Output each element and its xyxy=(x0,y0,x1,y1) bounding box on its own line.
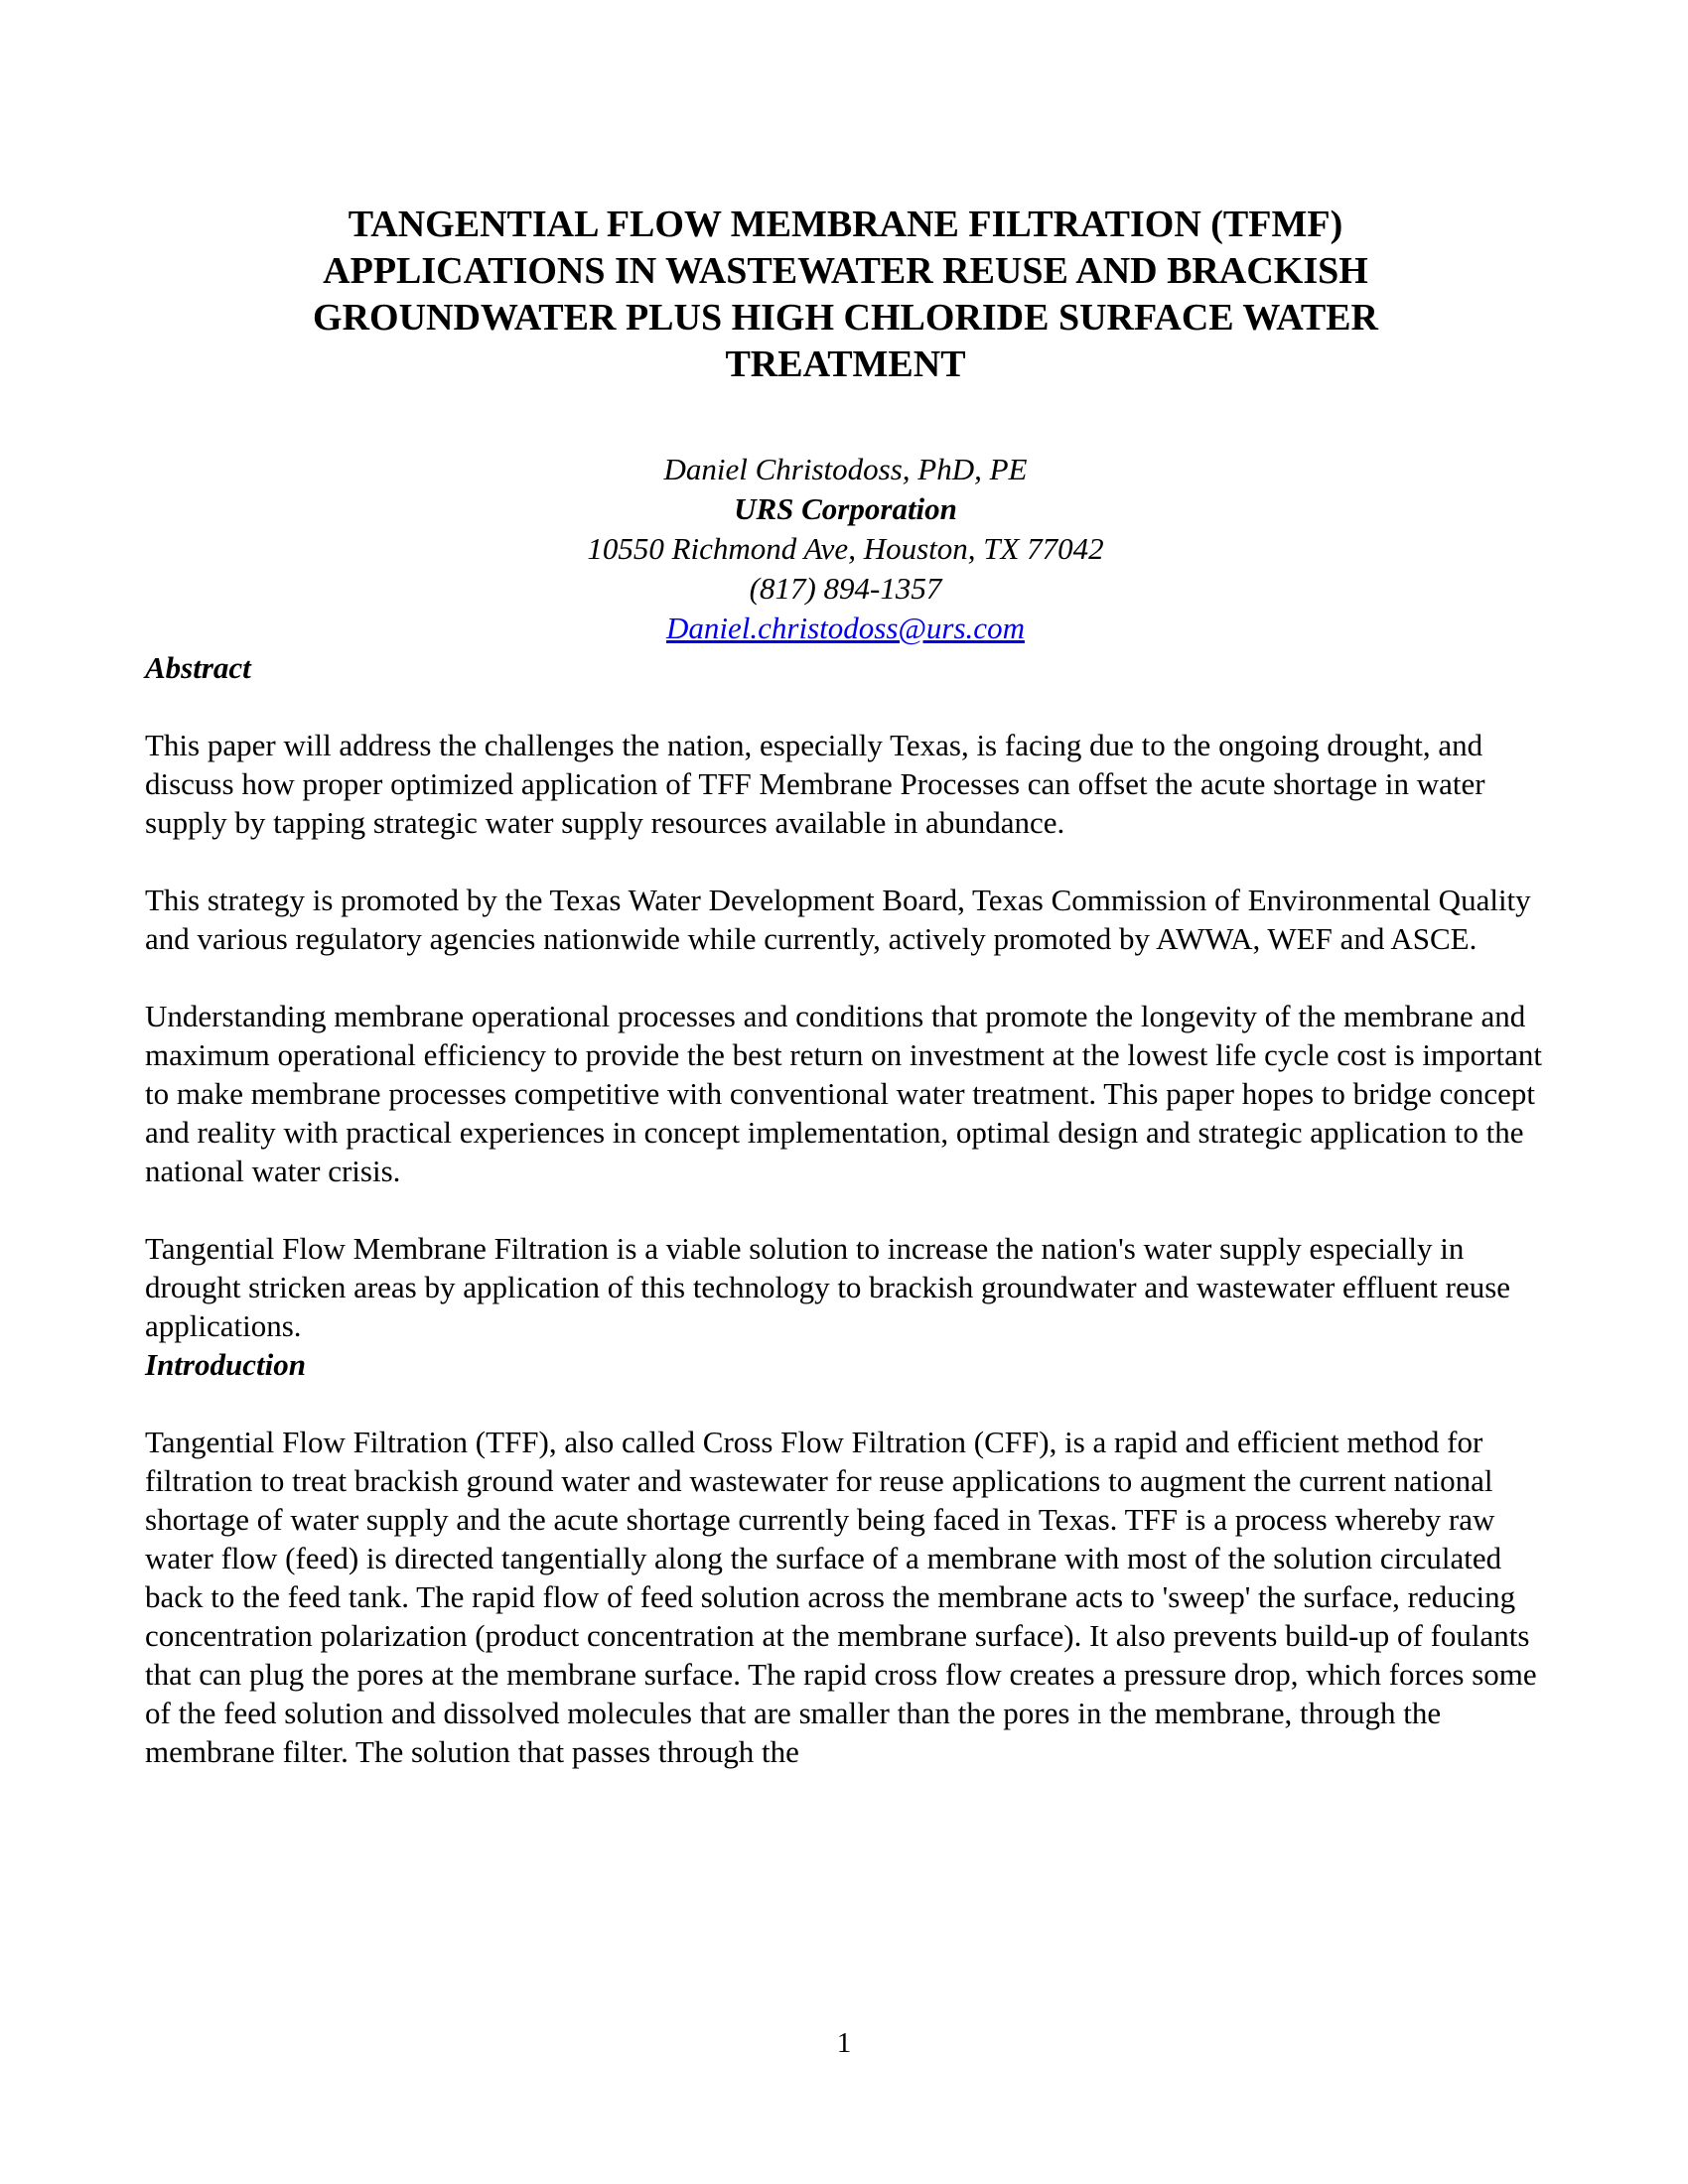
title-line-3: GROUNDWATER PLUS HIGH CHLORIDE SURFACE WATER xyxy=(313,297,1378,339)
title-line-2: APPLICATIONS IN WASTEWATER REUSE AND BRACKISH xyxy=(323,250,1368,292)
author-block xyxy=(145,450,1546,648)
author-name: Daniel Christodoss, PhD, PE xyxy=(663,452,1028,486)
author-organization: URS Corporation xyxy=(734,491,957,526)
abstract-section xyxy=(145,648,1546,1345)
title-line-1: TANGENTIAL FLOW MEMBRANE FILTRATION (TFMF) xyxy=(348,204,1343,245)
title-line-4: TREATMENT xyxy=(725,343,966,385)
page-number: 1 xyxy=(836,2027,852,2059)
introduction-section xyxy=(145,1345,1546,1771)
author-email-link[interactable]: Daniel.christodoss@urs.com xyxy=(666,611,1025,645)
author-address: 10550 Richmond Ave, Houston, TX 77042 xyxy=(587,531,1104,566)
author-email-line xyxy=(145,609,1546,648)
abstract-paragraph-4: Tangential Flow Membrane Filtration is a viable solution to increase the nation's water supply especially in drought stricken areas by application of this technology to brackish groundwater and wastewater effluent reuse applications. xyxy=(145,1231,1511,1343)
abstract-paragraph-3: Understanding membrane operational processes and conditions that promote the longevity of the membrane and maximum operational efficiency to provide the best return on investment at the lowest life cycle cost is important to make membrane processes competitive with conventional water treatment. This paper hopes to bridge concept and reality with practical experiences in concept implementation, optimal design and strategic application to the national water crisis. xyxy=(145,999,1542,1188)
paper-title xyxy=(145,202,1546,388)
introduction-paragraph-1: Tangential Flow Filtration (TFF), also called Cross Flow Filtration (CFF), is a rapid and efficient method for filtration to treat brackish ground water and wastewater for reuse applications to augment the current national shortage of water supply and the acute shortage currently being faced in Texas. TFF is a process whereby raw water flow (feed) is directed tangentially along the surface of a membrane with most of the solution circulated back to the feed tank. The rapid flow of feed solution across the membrane acts to 'sweep' the surface, reducing concentration polarization (product concentration at the membrane surface). It also prevents build-up of foulants that can plug the pores at the membrane surface. The rapid cross flow creates a pressure drop, which forces some of the feed solution and dissolved molecules that are smaller than the pores in the membrane, through the membrane filter. The solution that passes through the xyxy=(145,1425,1537,1769)
abstract-paragraph-1: This paper will address the challenges the nation, especially Texas, is facing due to the ongoing drought, and discuss how proper optimized application of TFF Membrane Processes can offset the acute shortage in water supply by tapping strategic water supply resources available in abundance. xyxy=(145,728,1485,840)
abstract-heading: Abstract xyxy=(145,650,251,685)
author-phone: (817) 894-1357 xyxy=(749,571,942,606)
introduction-heading: Introduction xyxy=(145,1347,306,1382)
abstract-paragraph-2: This strategy is promoted by the Texas Water Development Board, Texas Commission of Environmental Quality and various regulatory agencies nationwide while currently, actively promoted by AWWA, WEF and ASCE. xyxy=(145,883,1531,956)
